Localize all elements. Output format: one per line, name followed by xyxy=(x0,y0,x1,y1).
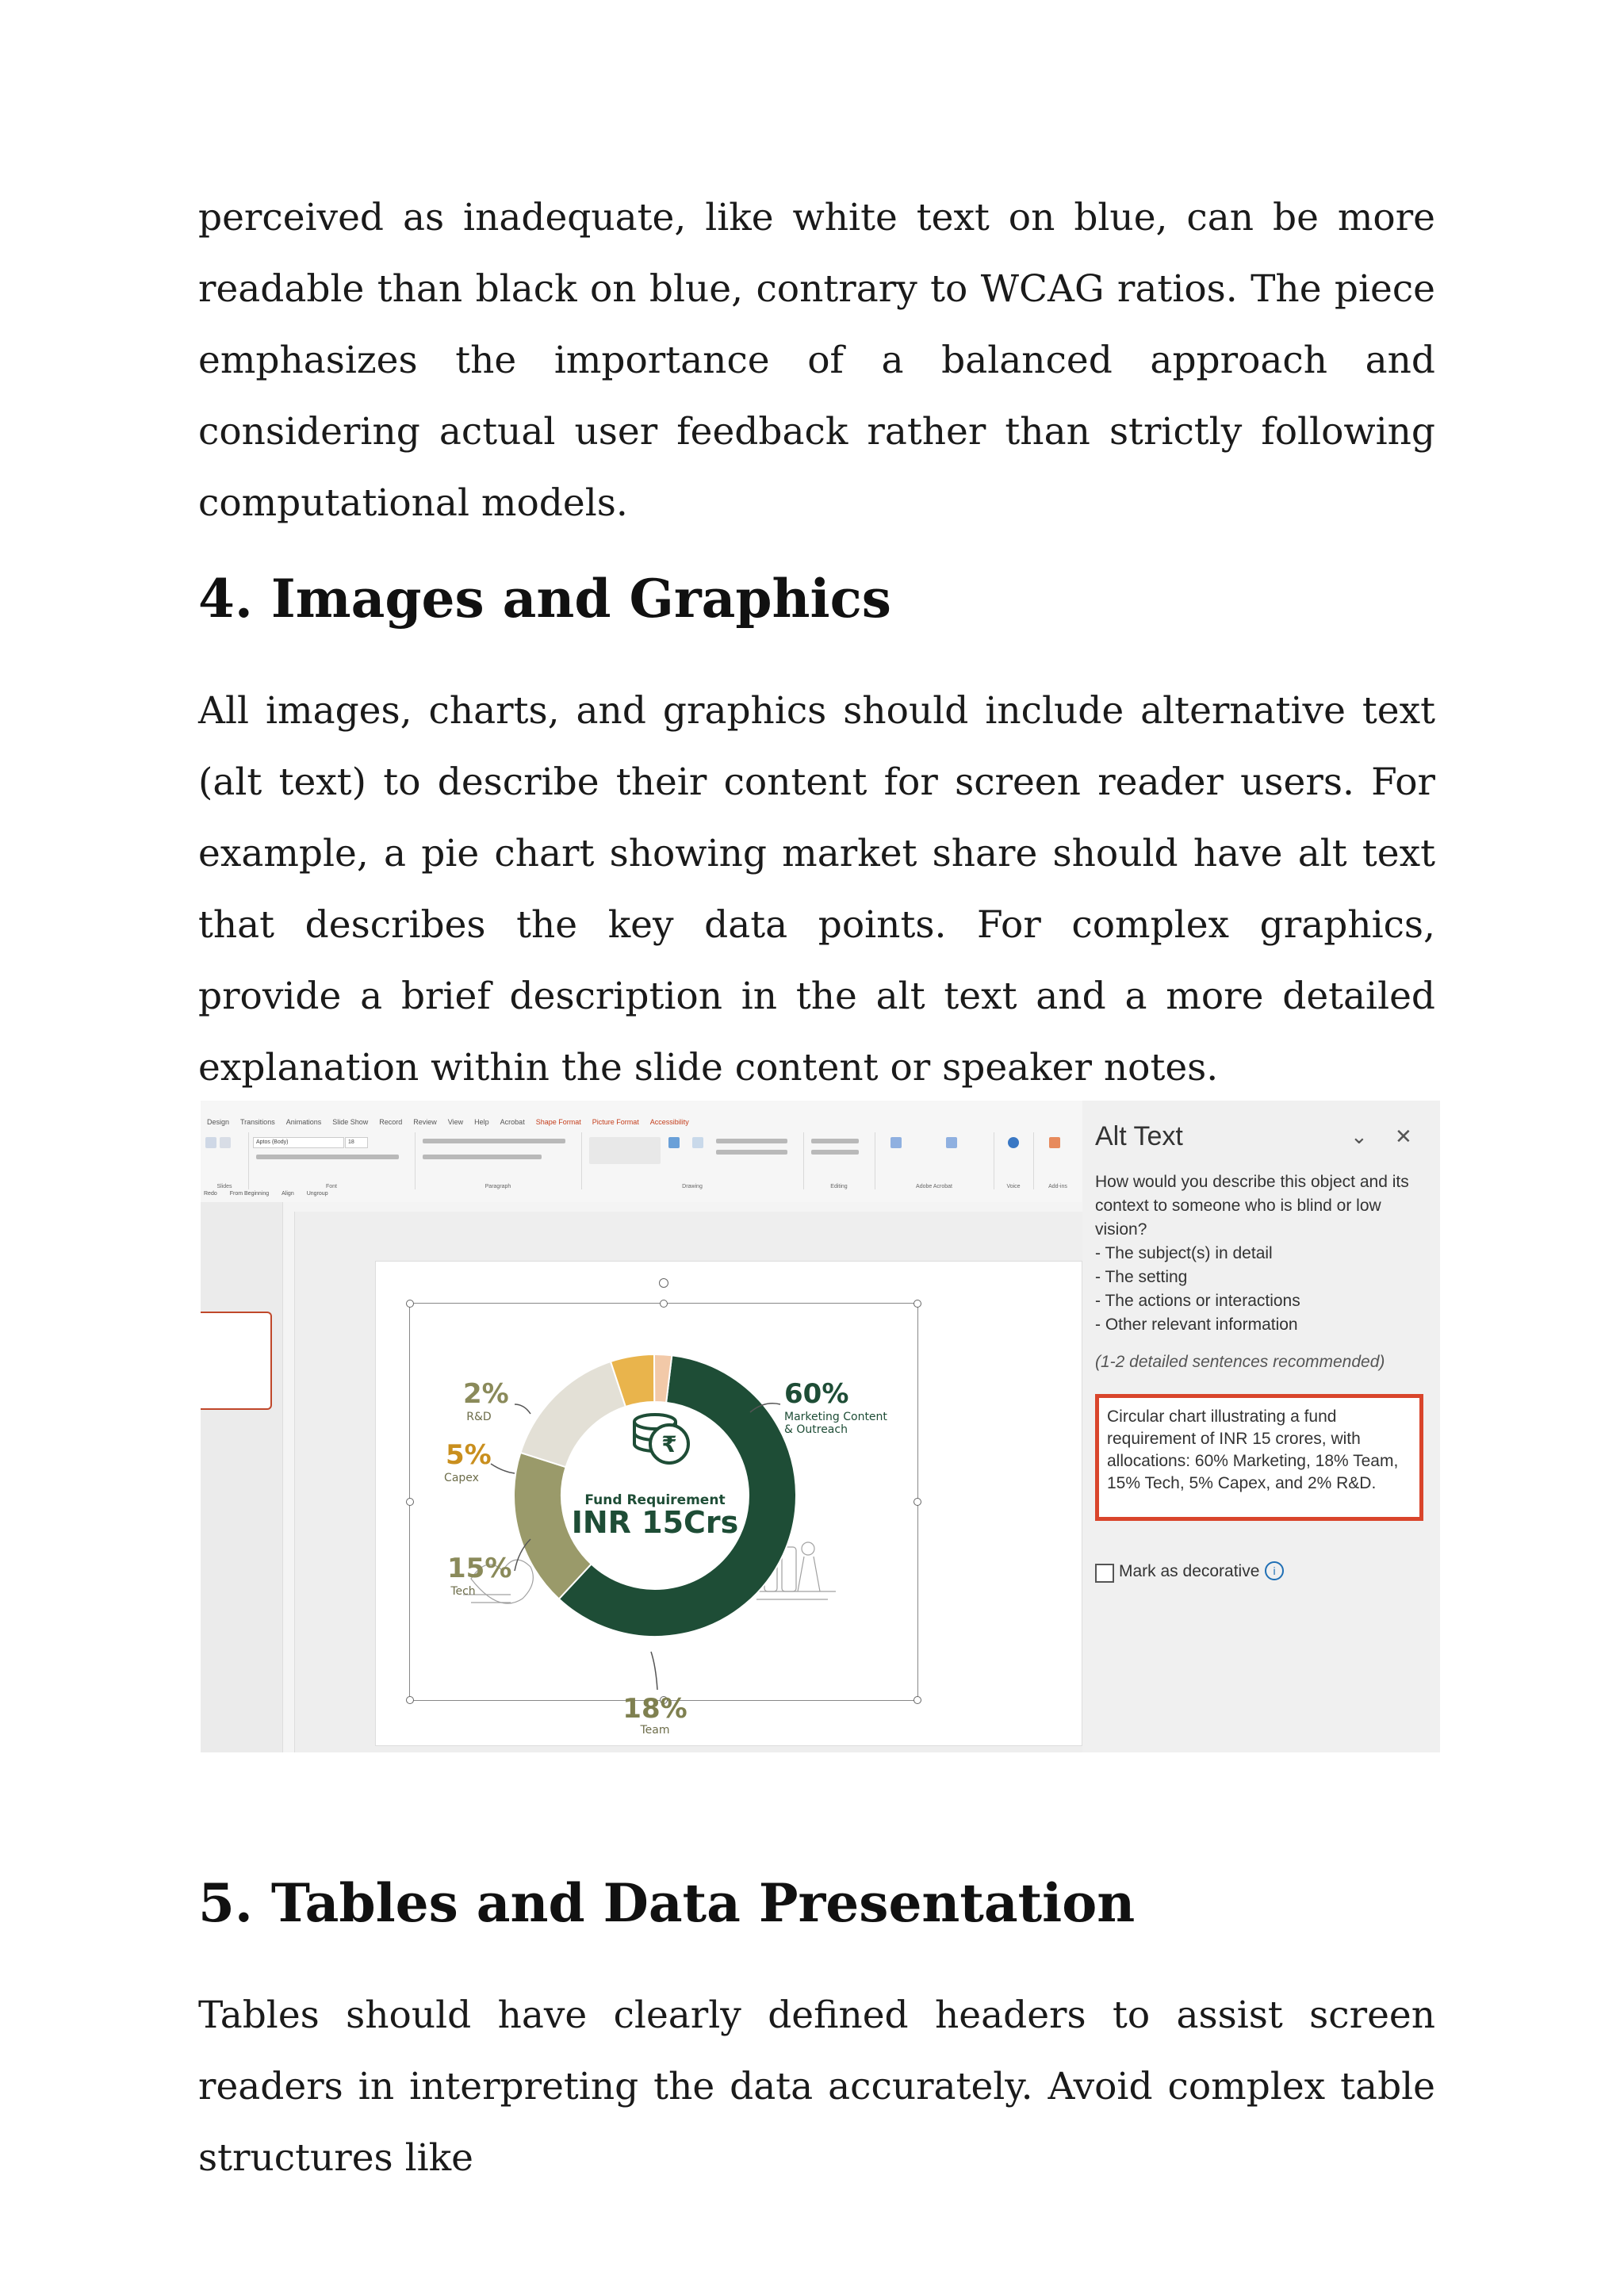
rupee-coins-icon xyxy=(634,1415,688,1463)
section-4-heading: 4. Images and Graphics xyxy=(198,568,891,630)
slide-thumbnail-pane xyxy=(201,1202,282,1752)
center-value: INR 15Crs xyxy=(571,1505,739,1540)
ribbon xyxy=(201,1101,1082,1203)
ribbon-group-label: Drawing xyxy=(682,1184,703,1189)
category-label: & Outreach xyxy=(784,1423,848,1436)
shapes-gallery-icon[interactable] xyxy=(589,1137,661,1164)
data-label: 5% xyxy=(446,1439,492,1471)
data-label: 15% xyxy=(447,1553,512,1584)
ribbon-tab[interactable]: Slide Show xyxy=(332,1118,369,1126)
data-label: 18% xyxy=(622,1693,688,1725)
section-5-paragraph: Tables should have clearly defined headers to assist screen readers in interpreting the data accurately. Avoid complex table structures like xyxy=(198,1993,1435,2180)
pane-description xyxy=(1095,1170,1428,1337)
pane-bullet: - Other relevant information xyxy=(1095,1316,1298,1334)
shape-outline-button[interactable] xyxy=(716,1150,787,1155)
layout-icon[interactable] xyxy=(220,1137,231,1148)
mark-decorative-label: Mark as decorative xyxy=(1119,1562,1260,1580)
data-label: 60% xyxy=(784,1378,849,1410)
add-ins-icon[interactable] xyxy=(1049,1137,1060,1148)
mark-decorative-checkbox[interactable] xyxy=(1095,1564,1114,1583)
ribbon-group-label: Font xyxy=(325,1184,337,1189)
section-4-paragraph: All images, charts, and graphics should include alternative text (alt text) to describe their content for screen reader users. For example, a pie chart showing market share should have alt text that describes the key data points. For complex graphics, provide a brief description in the alt text and a more detailed explanation within the slide content or speaker notes. xyxy=(198,689,1435,1090)
ribbon-tabs xyxy=(201,1118,689,1129)
create-pdf-icon[interactable] xyxy=(891,1137,902,1148)
pane-bullet: - The subject(s) in detail xyxy=(1095,1244,1273,1262)
info-icon[interactable]: i xyxy=(1265,1561,1284,1580)
horizontal-ruler xyxy=(293,1202,1082,1212)
ribbon-group-editing xyxy=(803,1132,875,1189)
ribbon-group-voice xyxy=(994,1132,1034,1189)
vertical-ruler xyxy=(282,1202,295,1752)
quick-access-item[interactable]: Redo xyxy=(204,1191,217,1197)
ribbon-group-label: Add-ins xyxy=(1048,1184,1067,1189)
pane-title: Alt Text xyxy=(1095,1121,1183,1151)
find-button[interactable] xyxy=(811,1139,859,1143)
quick-access-bar xyxy=(201,1191,328,1202)
pane-bullet: - The setting xyxy=(1095,1268,1188,1286)
font-name-select[interactable]: Aptos (Body) xyxy=(253,1137,344,1148)
fund-donut-chart xyxy=(376,1262,1082,1745)
ribbon-group-label: Paragraph xyxy=(485,1184,511,1189)
ribbon-tab[interactable]: Acrobat xyxy=(500,1118,525,1126)
pane-question: How would you describe this object and its context to someone who is blind or low vision? xyxy=(1095,1173,1409,1239)
data-label: 2% xyxy=(463,1378,509,1410)
replace-button[interactable] xyxy=(811,1150,859,1155)
ribbon-group-label: Editing xyxy=(830,1184,848,1189)
ribbon-tab[interactable]: Transitions xyxy=(240,1118,275,1126)
pane-recommendation: (1-2 detailed sentences recommended) xyxy=(1095,1353,1385,1371)
pane-bullet: - The actions or interactions xyxy=(1095,1292,1300,1310)
alignment-buttons[interactable] xyxy=(423,1155,542,1159)
slide-thumbnail[interactable] xyxy=(201,1312,272,1410)
quick-access-item[interactable]: Align xyxy=(282,1191,294,1197)
svg-text:₹: ₹ xyxy=(661,1431,677,1457)
quick-styles-icon[interactable] xyxy=(692,1137,703,1148)
alt-text-value: Circular chart illustrating a fund requirement of INR 15 crores, with allocations: 60% Marketing, 18% Team, 15% Tech, 5% Capex, and 2% R&D. xyxy=(1107,1407,1399,1492)
quick-access-item[interactable]: Ungroup xyxy=(306,1191,328,1197)
ribbon-group-paragraph xyxy=(415,1132,582,1189)
arrange-icon[interactable] xyxy=(668,1137,680,1148)
ribbon-group-label: Voice xyxy=(1006,1184,1021,1189)
ribbon-group-acrobat xyxy=(875,1132,994,1189)
new-slide-icon[interactable] xyxy=(205,1137,216,1148)
category-label: Capex xyxy=(444,1472,479,1484)
ribbon-tab[interactable]: Design xyxy=(207,1118,230,1126)
category-label: Team xyxy=(640,1724,670,1737)
intro-paragraph: perceived as inadequate, like white text on blue, can be more readable than black on blue, contrary to WCAG ratios. The piece emphasizes the importance of a balanced approach and considering actual user feedback rather than strictly following computational models. xyxy=(198,196,1435,525)
quick-access-item[interactable]: From Beginning xyxy=(229,1191,270,1197)
category-label: Tech xyxy=(450,1585,476,1598)
ribbon-tab[interactable]: View xyxy=(447,1118,464,1126)
powerpoint-screenshot xyxy=(201,1101,1440,1752)
donut-slice xyxy=(520,1361,625,1467)
ribbon-tab[interactable]: Shape Format xyxy=(535,1118,581,1126)
ribbon-tab[interactable]: Review xyxy=(413,1118,437,1126)
shape-fill-button[interactable] xyxy=(716,1139,787,1143)
ribbon-groups xyxy=(201,1132,1082,1189)
chevron-down-icon[interactable]: ⌄ xyxy=(1350,1124,1368,1148)
close-icon[interactable]: ✕ xyxy=(1395,1124,1412,1148)
category-label: Marketing Content xyxy=(784,1411,887,1423)
ribbon-group-font xyxy=(248,1132,416,1189)
share-pdf-icon[interactable] xyxy=(946,1137,957,1148)
ribbon-group-label: Slides xyxy=(216,1184,232,1189)
ribbon-tab[interactable]: Record xyxy=(379,1118,403,1126)
alt-text-input[interactable] xyxy=(1095,1394,1423,1521)
dictate-icon[interactable] xyxy=(1008,1137,1019,1148)
ribbon-group-label: Adobe Acrobat xyxy=(916,1184,952,1189)
category-label: R&D xyxy=(466,1411,492,1423)
ribbon-tab[interactable]: Help xyxy=(474,1118,489,1126)
slide-canvas[interactable] xyxy=(375,1261,1082,1746)
center-label: Fund Requirement xyxy=(584,1492,726,1508)
ribbon-group-drawing xyxy=(581,1132,804,1189)
ribbon-tab[interactable]: Picture Format xyxy=(592,1118,639,1126)
font-size-select[interactable]: 18 xyxy=(345,1137,368,1148)
ribbon-tab[interactable]: Animations xyxy=(285,1118,322,1126)
alt-text-pane xyxy=(1082,1101,1440,1752)
ribbon-group-addins xyxy=(1033,1132,1082,1189)
section-5-heading: 5. Tables and Data Presentation xyxy=(198,1872,1136,1934)
ribbon-group-slides xyxy=(201,1132,249,1189)
font-format-buttons[interactable] xyxy=(256,1155,399,1159)
paragraph-buttons[interactable] xyxy=(423,1139,565,1143)
ribbon-tab[interactable]: Accessibility xyxy=(649,1118,689,1126)
